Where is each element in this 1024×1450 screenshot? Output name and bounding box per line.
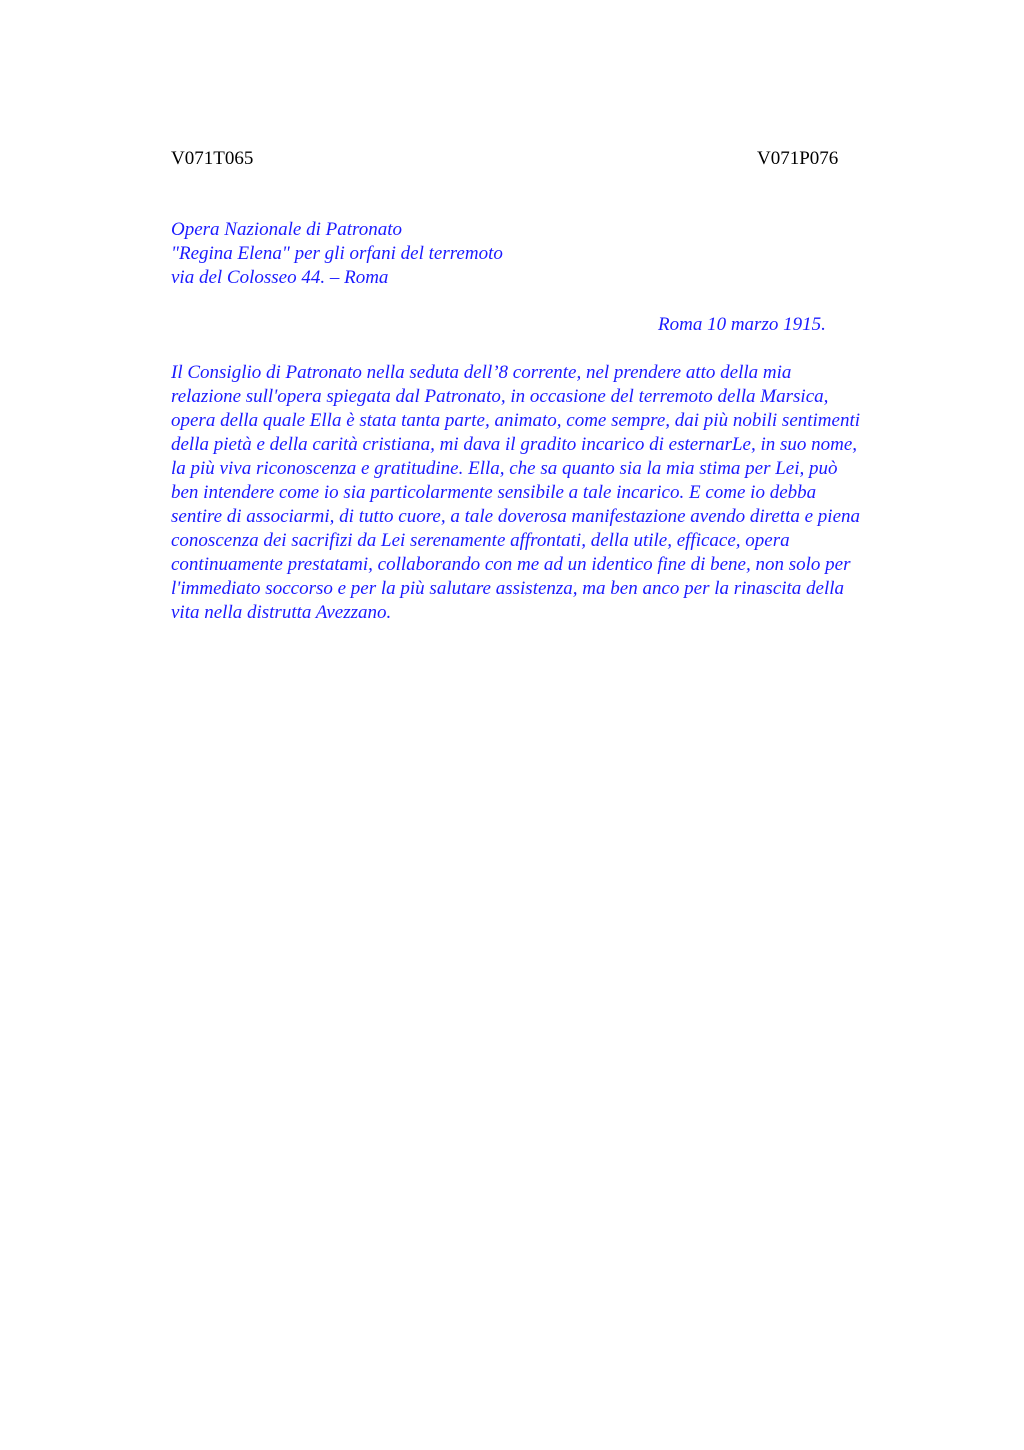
sender-address: via del Colosseo 44. – Roma (171, 267, 389, 288)
letter-body-line: Il Consiglio di Patronato nella seduta dell’8 corrente, nel prendere atto della mia (171, 362, 792, 383)
letter-body-line: ben intendere come io sia particolarmente sensibile a tale incarico. E come io debba (171, 482, 817, 503)
letter-body-line: continuamente prestatami, collaborando con me ad un identico fine di bene, non solo per (171, 554, 851, 575)
document-reference-right: V071P076 (757, 148, 839, 169)
letter-body (171, 361, 927, 625)
sender-organization: Opera Nazionale di Patronato (171, 219, 402, 240)
letter-body-line: la più viva riconoscenza e gratitudine. Ella, che sa quanto sia la mia stima per Lei, può (171, 458, 838, 479)
sender-address-block (171, 218, 771, 290)
document-reference-left: V071T065 (171, 148, 254, 169)
letter-body-line: relazione sull'opera spiegata dal Patronato, in occasione del terremoto della Marsica, (171, 386, 829, 407)
letter-body-line: conoscenza dei sacrifizi da Lei serenamente affrontati, della utile, efficace, opera (171, 530, 790, 551)
letter-body-line: vita nella distrutta Avezzano. (171, 602, 392, 623)
sender-organization-subtitle: "Regina Elena" per gli orfani del terremoto (171, 243, 503, 264)
letter-date: Roma 10 marzo 1915. (658, 314, 826, 335)
letter-body-line: sentire di associarmi, di tutto cuore, a tale doverosa manifestazione avendo diretta e piena (171, 506, 861, 527)
letter-body-line: l'immediato soccorso e per la più salutare assistenza, ma ben anco per la rinascita della (171, 578, 845, 599)
letter-body-line: opera della quale Ella è stata tanta parte, animato, come sempre, dai più nobili sentimenti (171, 410, 861, 431)
letter-body-line: della pietà e della carità cristiana, mi dava il gradito incarico di esternarLe, in suo nome, (171, 434, 858, 455)
